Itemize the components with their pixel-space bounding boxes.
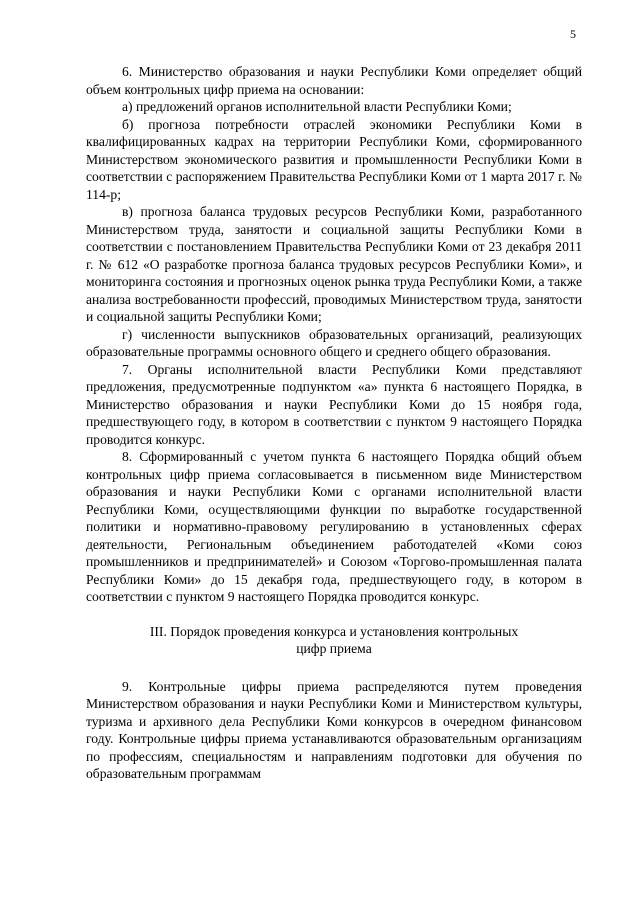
section-heading-line-1: III. Порядок проведения конкурса и установления контрольных xyxy=(149,623,519,639)
paragraph-6: 6. Министерство образования и науки Республики Коми определяет общий объем контрольных цифр приема на основании: xyxy=(86,64,582,97)
paragraph-9: 9. Контрольные цифры приема распределяются путем проведения Министерством образования и науки Республики Коми и Министерством культуры, туризма и архивного дела Республики Коми конкурсов в очередном финансовом году. Контрольные цифры приема устанавливаются образовательным организациям по профессиям, специальностям и направлениям подготовки для обучения по образовательным программам xyxy=(86,678,582,781)
page-number: 5 xyxy=(570,27,576,41)
paragraph-6a: а) предложений органов исполнительной власти Республики Коми; xyxy=(122,99,512,114)
paragraph-8: 8. Сформированный с учетом пункта 6 настоящего Порядка общий объем контрольных цифр приема согласовывается в письменном виде Министерством образования и науки Республики Коми с органами исполнительной власти Республики Коми, осуществляющими функции по выработке государственной политики и нормативно-правовому регулированию в установленных сферах деятельности, Региональным объединением работодателей «Коми союз промышленников и предпринимателей» и Союзом «Торгово-промышленная палата Республики Коми» до 15 декабря года, предшествующего году, в котором в соответствии с пунктом 9 настоящего Порядка проводится конкурс. xyxy=(86,449,582,604)
paragraph-6v: в) прогноза баланса трудовых ресурсов Республики Коми, разработанного Министерством труда, занятости и социальной защиты Республики Коми в соответствии с постановлением Правительства Республики Коми от 23 декабря 2011 г. № 612 «О разработке прогноза баланса трудовых ресурсов Республики Коми», и мониторинга состояния и прогнозных оценок рынка труда Республики Коми, а также анализа востребованности профессий, проводимых Министерством труда, занятости и социальной защиты Республики Коми; xyxy=(86,204,582,324)
section-heading xyxy=(86,623,582,658)
paragraph-6g: г) численности выпускников образовательных организаций, реализующих образовательные программы основного общего и среднего общего образования. xyxy=(86,326,582,359)
document-body xyxy=(86,63,582,783)
section-heading-line-2: цифр приема xyxy=(296,641,372,656)
paragraph-6b: б) прогноза потребности отраслей экономики Республики Коми в квалифицированных кадрах на территории Республики Коми, сформированного Министерством экономического развития и промышленности Республики Коми в соответствии с распоряжением Правительства Республики Коми от 1 марта 2017 г. № 114-р; xyxy=(86,116,582,202)
paragraph-7: 7. Органы исполнительной власти Республики Коми представляют предложения, предусмотренные подпунктом «а» пункта 6 настоящего Порядка, в Министерство образования и науки Республики Коми до 15 ноября года, предшествующего году, в котором в соответствии с пунктом 9 настоящего Порядка проводится конкурс. xyxy=(86,361,582,447)
